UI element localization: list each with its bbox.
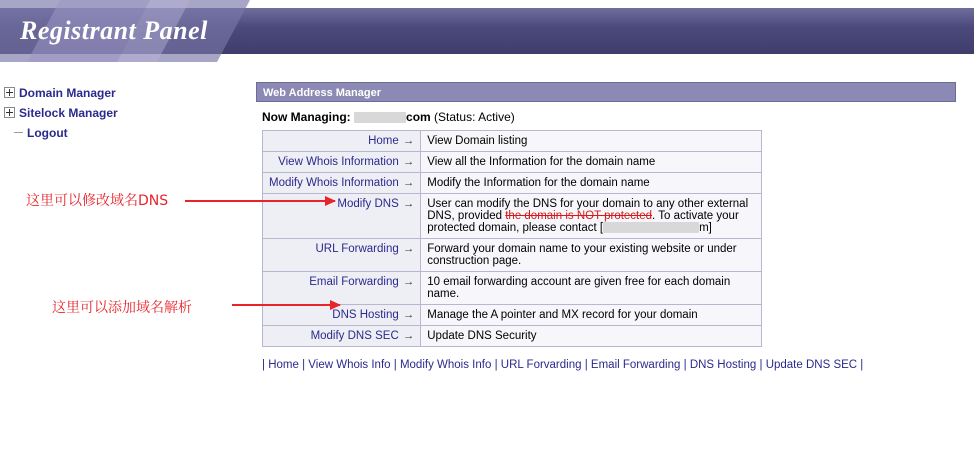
- table-row[interactable]: [263, 194, 762, 239]
- arrow-right-icon: →: [402, 156, 415, 168]
- menu-cell-link[interactable]: [263, 131, 421, 152]
- footer-link-email-forwarding[interactable]: Email Forwarding: [590, 359, 681, 371]
- footer-separator: |: [860, 359, 864, 371]
- footer-separator: |: [494, 359, 498, 371]
- footer-separator: |: [302, 359, 306, 371]
- annotation-dns-hosting-arrow: [232, 300, 340, 310]
- arrow-right-icon: →: [402, 135, 415, 147]
- table-row[interactable]: [263, 239, 762, 272]
- annotation-modify-dns-text: 这里可以修改域名DNS: [26, 193, 169, 209]
- table-row[interactable]: [263, 131, 762, 152]
- arrow-head-icon: [330, 300, 341, 310]
- contact-email-redacted: [603, 222, 699, 233]
- menu-link-email-forwarding[interactable]: Email Forwarding: [309, 276, 399, 288]
- footer-link-dns-hosting[interactable]: DNS Hosting: [689, 359, 757, 371]
- arrow-right-icon: →: [402, 276, 415, 288]
- footer-separator: |: [584, 359, 588, 371]
- arrow-right-icon: →: [402, 243, 415, 255]
- main-panel: [256, 82, 956, 371]
- menu-cell-description: [421, 194, 762, 239]
- arrow-right-icon: →: [402, 198, 415, 210]
- menu-link-dns-hosting[interactable]: DNS Hosting: [332, 309, 399, 321]
- modify-dns-desc-part2: . To activate your protected domain, please contact [: [427, 210, 739, 234]
- arrow-head-icon: [325, 196, 336, 206]
- sidebar: [0, 82, 240, 142]
- sidebar-item-domain-manager[interactable]: [0, 82, 240, 102]
- footer-separator: |: [683, 359, 687, 371]
- menu-link-url-forwarding[interactable]: URL Forwarding: [315, 243, 399, 255]
- menu-cell-description: Forward your domain name to your existing website or under construction page.: [421, 239, 762, 272]
- plus-box-icon[interactable]: [4, 87, 15, 98]
- arrow-shaft: [185, 200, 335, 202]
- table-row[interactable]: [263, 173, 762, 194]
- footer-link-home[interactable]: Home: [268, 359, 299, 371]
- menu-cell-description: Update DNS Security: [421, 326, 762, 347]
- footer-link-update-dns-sec[interactable]: Update DNS SEC: [765, 359, 858, 371]
- table-row[interactable]: [263, 326, 762, 347]
- modify-dns-desc-tail: m]: [699, 222, 712, 234]
- page-title: Registrant Panel: [20, 16, 208, 45]
- menu-cell-description: Modify the Information for the domain name: [421, 173, 762, 194]
- web-address-manager-menu-table: [262, 130, 762, 347]
- menu-link-modify-dns-sec[interactable]: Modify DNS SEC: [310, 330, 399, 342]
- menu-link-modify-dns[interactable]: Modify DNS: [337, 198, 399, 210]
- sidebar-item-label-domain-manager[interactable]: Domain Manager: [19, 85, 116, 100]
- footer-link-modify-whois-info[interactable]: Modify Whois Info: [399, 359, 492, 371]
- domain-name-redacted: [354, 112, 406, 123]
- arrow-shaft: [232, 304, 340, 306]
- modify-dns-desc-part1: User can modify the DNS for your domain to any other external DNS, provided: [427, 198, 749, 222]
- domain-status: (Status: Active): [434, 110, 515, 124]
- menu-link-view-whois-information[interactable]: View Whois Information: [278, 156, 399, 168]
- menu-cell-description: View all the Information for the domain name: [421, 152, 762, 173]
- menu-cell-description: Manage the A pointer and MX record for your domain: [421, 305, 762, 326]
- menu-cell-link[interactable]: [263, 239, 421, 272]
- now-managing-label: Now Managing:: [262, 110, 351, 124]
- menu-cell-link[interactable]: [263, 152, 421, 173]
- footer-link-view-whois-info[interactable]: View Whois Info: [308, 359, 391, 371]
- menu-cell-description: 10 email forwarding account are given free for each domain name.: [421, 272, 762, 305]
- tree-dash-icon: [14, 128, 23, 137]
- arrow-right-icon: →: [402, 309, 415, 321]
- modify-dns-desc-warning: the domain is NOT protected: [505, 210, 653, 222]
- footer-separator: |: [759, 359, 763, 371]
- annotation-dns-hosting-text: 这里可以添加域名解析: [52, 300, 192, 316]
- sidebar-item-label-logout[interactable]: Logout: [27, 125, 68, 140]
- arrow-right-icon: →: [402, 330, 415, 342]
- sidebar-item-sitelock-manager[interactable]: [0, 102, 240, 122]
- menu-link-modify-whois-information[interactable]: Modify Whois Information: [269, 177, 399, 189]
- menu-cell-link[interactable]: [263, 173, 421, 194]
- panel-header-title: Web Address Manager: [256, 82, 956, 102]
- footer-link-bar: [262, 359, 956, 371]
- menu-link-home[interactable]: Home: [368, 135, 399, 147]
- footer-separator: |: [393, 359, 397, 371]
- menu-cell-description: View Domain listing: [421, 131, 762, 152]
- footer-link-url-forwarding[interactable]: URL Forvarding: [500, 359, 582, 371]
- domain-suffix: com: [406, 110, 431, 124]
- sidebar-item-logout[interactable]: [0, 122, 240, 142]
- page-header-banner: [0, 0, 974, 62]
- plus-box-icon[interactable]: [4, 107, 15, 118]
- footer-separator: |: [262, 359, 265, 371]
- arrow-right-icon: →: [402, 177, 415, 189]
- annotation-modify-dns-arrow: [185, 196, 335, 206]
- sidebar-item-label-sitelock-manager[interactable]: Sitelock Manager: [19, 105, 118, 120]
- menu-cell-link[interactable]: [263, 326, 421, 347]
- table-row[interactable]: [263, 152, 762, 173]
- now-managing-line: [262, 110, 956, 124]
